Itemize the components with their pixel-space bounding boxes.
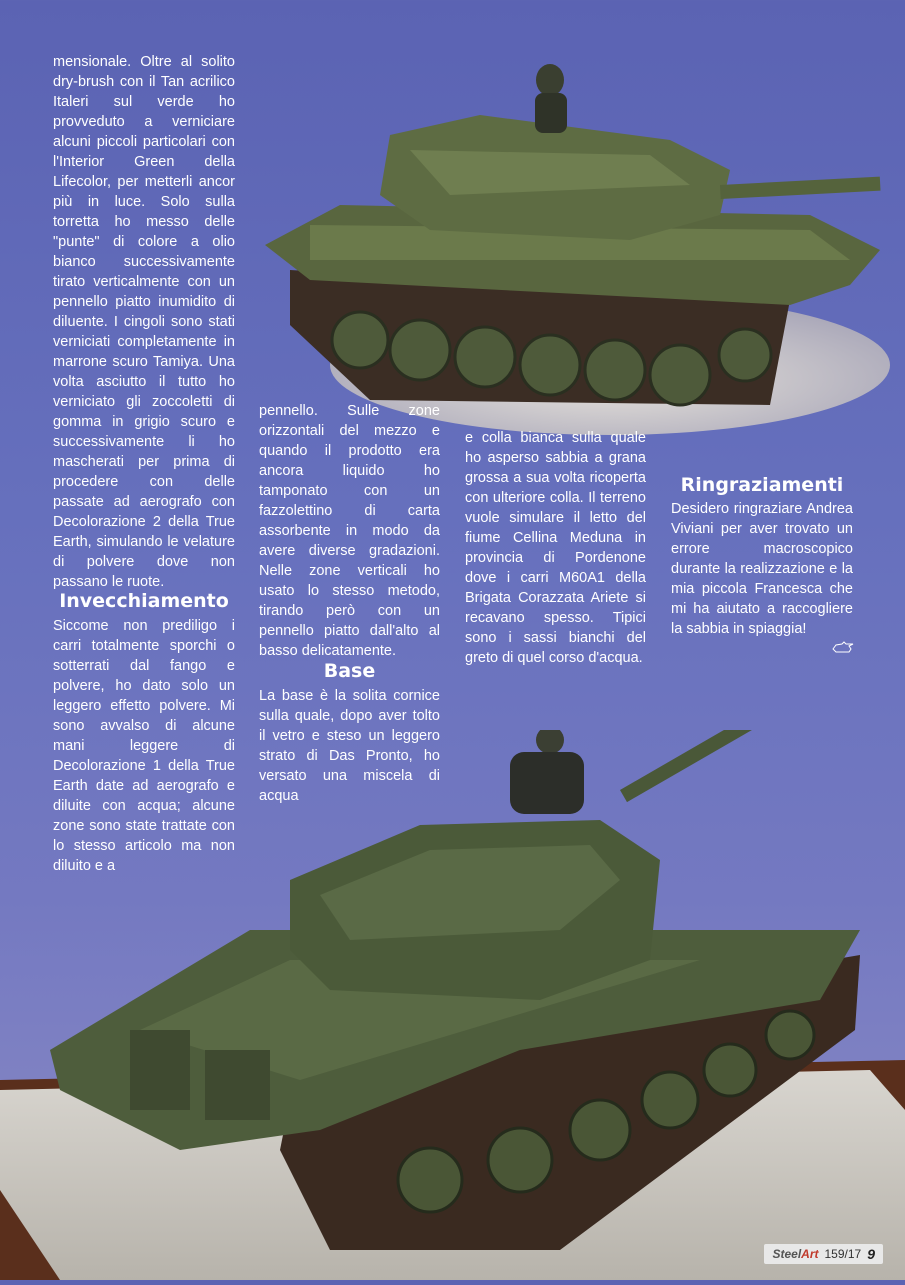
paragraph-weathering-cont: pennello. Sulle zone orizzontali del mezzo e quando il prodotto era ancora liquido ho tamponato con un fazzolettino di carta assorbente in modo da avere diverse gradazioni. Nelle zone verticali ho usato lo stesso metodo, tirando però con un pennello piatto dall'alto al basso delicatamente. [259, 403, 440, 659]
paragraph-painting: mensionale. Oltre al solito dry-brush con il Tan acrilico Italeri sul verde ho provveduto a verniciare alcuni piccoli particolari con l'Interior Green della Lifecolor, per metterli ancor più in luce. Solo sulla torretta ho messo delle "punte" di colore a olio bianco successivamente tirato verticalmente con un pennello piatto inumidito di diluente. I cingoli sono stati verniciati completamente in marrone scuro Tamiya. Una volta asciutto il tutto ho verniciato gli zoccoletti di gomma in grigio scuro e successivamente li ho mascherati per prima di procedere con delle passate ad aerografo con Decolorazione 2 della True Earth, simulando le velature di polvere dove non passano le ruote. [53, 54, 235, 590]
heading-ringraziamenti: Ringraziamenti [680, 474, 844, 496]
tank-end-icon [832, 640, 854, 652]
column-2-bottom [259, 686, 440, 806]
column-1-top [53, 52, 235, 592]
heading-invecchiamento: Invecchiamento [59, 590, 229, 612]
column-3 [465, 428, 646, 668]
paragraph-weathering: Siccome non prediligo i carri totalmente sporchi o sotterrati dal fango e polvere, ho dato solo un leggero effetto polvere. Mi sono avvalso di alcune mani leggere di Decolorazione 1 della True Earth date ad aerografo e diluite con acqua; alcune zone sono state trattate con lo stesso articolo ma non diluito e a [53, 618, 235, 874]
paragraph-thanks: Desidero ringraziare Andrea Viviani per aver trovato un errore macroscopico durante la realizzazione e la mia piccola Francesca che mi ha aiutato a raccogliere la sabbia in spiaggia! [671, 501, 853, 637]
issue-number: 159/17 [824, 1247, 862, 1261]
column-2-top [259, 401, 440, 661]
page-number: 9 [867, 1246, 875, 1262]
top-tank-illustration [250, 55, 890, 445]
top-tank-photo [250, 55, 890, 445]
paragraph-base: La base è la solita cornice sulla quale, dopo aver tolto il vetro e steso un leggero strato di Das Pronto, ho versato una miscela di acqua [259, 688, 440, 804]
column-1-bottom [53, 616, 235, 876]
page-footer [764, 1244, 883, 1264]
column-4 [671, 499, 853, 639]
magazine-logo: SteelArt [772, 1247, 819, 1261]
heading-base: Base [323, 660, 376, 682]
paragraph-base-cont: e colla bianca sulla quale ho asperso sabbia a grana grossa a sua volta ricoperta con ulteriore colla. Il terreno vuole simulare il letto del fiume Cellina Meduna in provincia di Pordenone dove i carri M60A1 della Brigata Corazzata Ariete si recavano spesso. Tipici sono i sassi bianchi del greto di quel corso d'acqua. [465, 430, 646, 666]
